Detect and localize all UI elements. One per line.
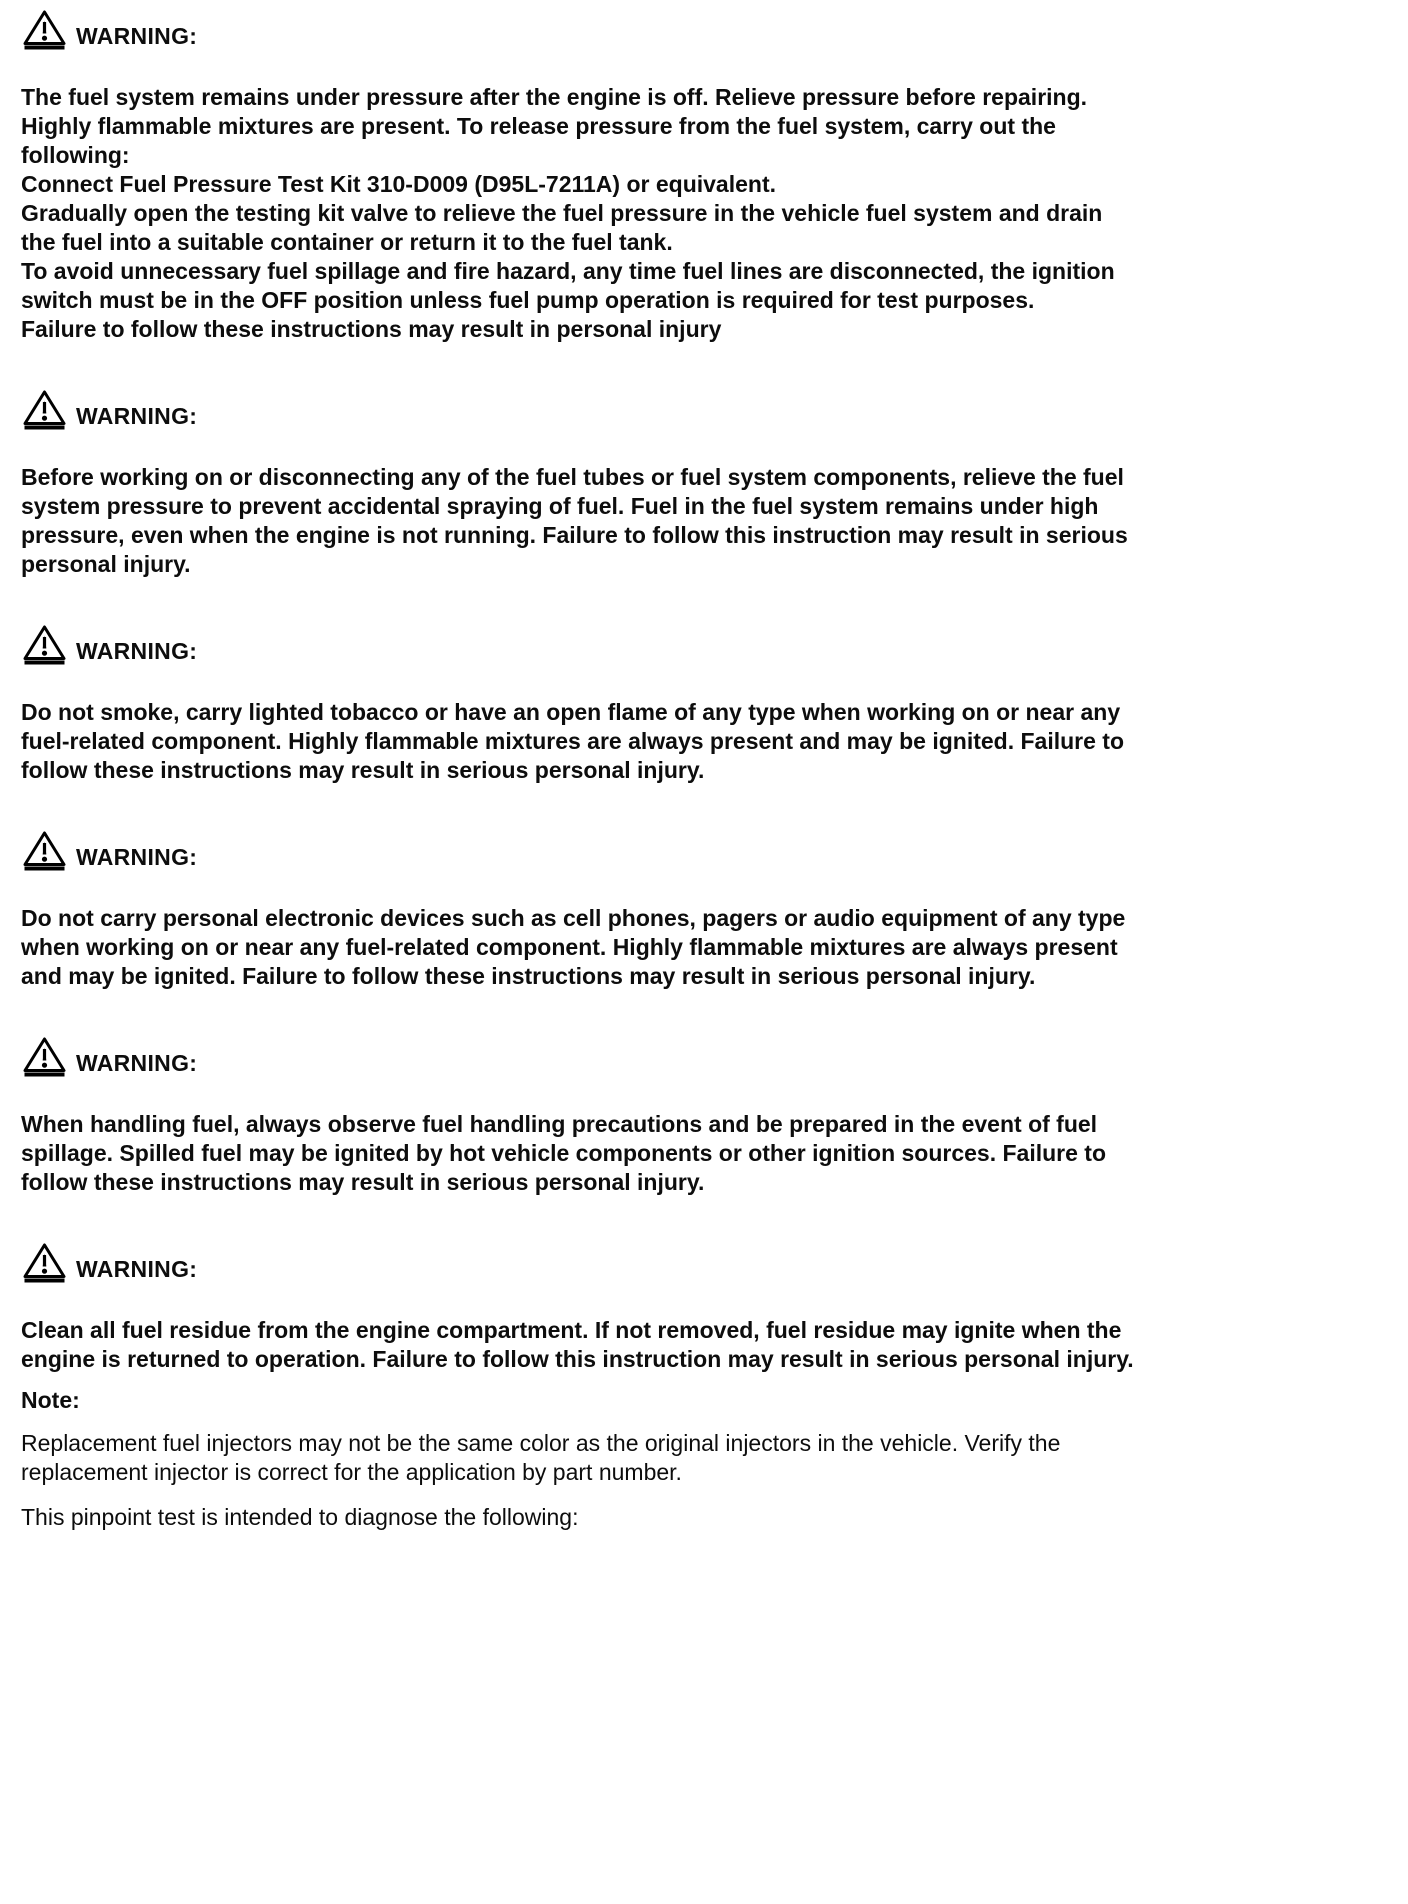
note-label: Note: xyxy=(21,1387,80,1413)
warning-label: WARNING: xyxy=(76,844,198,870)
warning-body xyxy=(21,83,1143,344)
note-text: Replacement fuel injectors may not be the same color as the original injectors in the vehicle. Verify the replacement injector is correct for the application by part number. xyxy=(21,1430,1061,1485)
warning-triangle-icon xyxy=(21,1241,68,1284)
warning-header xyxy=(21,8,1382,51)
warning-block xyxy=(21,623,1382,785)
warning-line: Before working on or disconnecting any of the fuel tubes or fuel system components, relieve the fuel system pressure to prevent accidental spraying of fuel. Fuel in the fuel system remains under high pressure, even when the engine is not running. Failure to follow this instruction may result in serious personal injury. xyxy=(21,464,1128,577)
warning-header xyxy=(21,829,1382,872)
warning-block xyxy=(21,829,1382,991)
warning-block xyxy=(21,388,1382,579)
warning-label: WARNING: xyxy=(76,1256,198,1282)
warning-header xyxy=(21,1035,1382,1078)
warning-line: Connect Fuel Pressure Test Kit 310-D009 (D95L-7211A) or equivalent. xyxy=(21,171,776,197)
warning-line: When handling fuel, always observe fuel handling precautions and be prepared in the event of fuel spillage. Spilled fuel may be ignited by hot vehicle components or other ignition sources. Failure to follow these instructions may result in serious personal injury. xyxy=(21,1111,1107,1195)
warning-block xyxy=(21,1241,1382,1374)
warning-label: WARNING: xyxy=(76,638,198,664)
warning-label: WARNING: xyxy=(76,403,198,429)
note-section xyxy=(21,1386,1143,1487)
warning-body xyxy=(21,1110,1143,1197)
warning-header xyxy=(21,388,1382,431)
warning-body xyxy=(21,463,1143,579)
warning-line: Gradually open the testing kit valve to relieve the fuel pressure in the vehicle fuel system and drain the fuel into a suitable container or return it to the fuel tank. xyxy=(21,200,1103,255)
warning-line: Do not carry personal electronic devices such as cell phones, pagers or audio equipment of any type when working on or near any fuel-related component. Highly flammable mixtures are always present and may be ignited. Failure to follow these instructions may result in serious personal injury. xyxy=(21,905,1126,989)
warning-label: WARNING: xyxy=(76,1050,198,1076)
warning-line: Failure to follow these instructions may result in personal injury xyxy=(21,316,722,342)
warning-line: Do not smoke, carry lighted tobacco or have an open flame of any type when working on or near any fuel-related component. Highly flammable mixtures are always present and may be ignited. Failure to follow these instructions may result in serious personal injury. xyxy=(21,699,1125,783)
warning-line: The fuel system remains under pressure after the engine is off. Relieve pressure before repairing. Highly flammable mixtures are present. To release pressure from the fuel system, carry out the following: xyxy=(21,84,1088,168)
warning-triangle-icon xyxy=(21,829,68,872)
closing-text: This pinpoint test is intended to diagnose the following: xyxy=(21,1504,579,1530)
warning-header xyxy=(21,623,1382,666)
warning-triangle-icon xyxy=(21,8,68,51)
warning-body xyxy=(21,904,1143,991)
warning-body xyxy=(21,1316,1143,1374)
warning-triangle-icon xyxy=(21,623,68,666)
warning-header xyxy=(21,1241,1382,1284)
warning-body xyxy=(21,698,1143,785)
warning-block xyxy=(21,1035,1382,1197)
warnings-container xyxy=(21,8,1382,1374)
warning-block xyxy=(21,8,1382,344)
warning-triangle-icon xyxy=(21,1035,68,1078)
warning-label: WARNING: xyxy=(76,23,198,49)
warning-line: Clean all fuel residue from the engine compartment. If not removed, fuel residue may ignite when the engine is returned to operation. Failure to follow this instruction may result in serious personal injury. xyxy=(21,1317,1134,1372)
warning-line: To avoid unnecessary fuel spillage and fire hazard, any time fuel lines are disconnected, the ignition switch must be in the OFF position unless fuel pump operation is required for test purposes. xyxy=(21,258,1115,313)
warning-triangle-icon xyxy=(21,388,68,431)
